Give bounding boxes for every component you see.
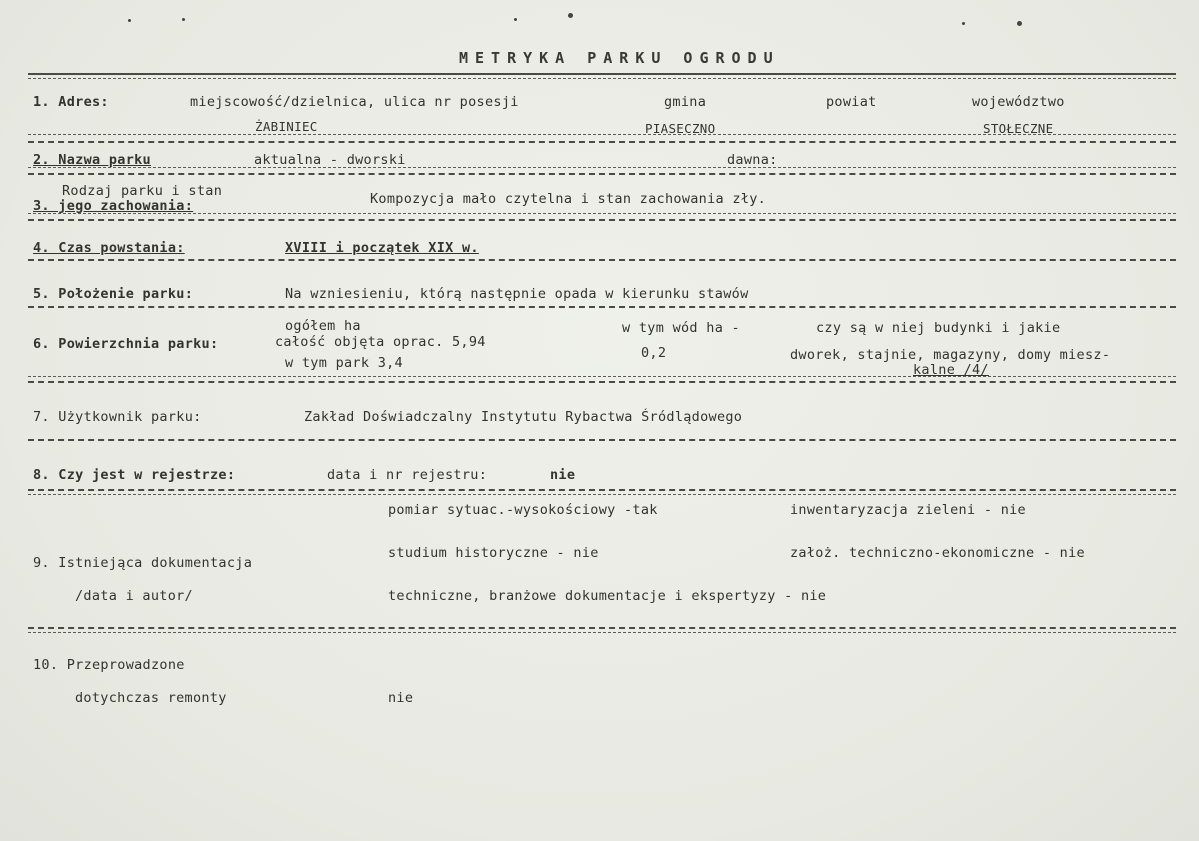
area-buildings-value: dworek, stajnie, magazyny, domy miesz-: [790, 347, 1111, 363]
divider: [28, 627, 1176, 629]
creation-time-label: 4. Czas powstania:: [33, 240, 185, 256]
divider: [28, 167, 1176, 168]
gmina-header: gmina: [664, 94, 707, 110]
powiat-header: powiat: [826, 94, 877, 110]
divider: [28, 259, 1176, 261]
divider: [28, 141, 1176, 143]
locality-value: ŻABINIEC: [255, 119, 318, 134]
park-type-label: 3. jego zachowania:: [33, 198, 194, 214]
divider: [28, 213, 1176, 214]
locality-header: miejscowość/dzielnica, ulica nr posesji: [190, 94, 519, 110]
divider: [28, 134, 1176, 135]
area-park-value: w tym park 3,4: [285, 355, 403, 371]
register-label: 8. Czy jest w rejestrze:: [33, 467, 236, 483]
creation-time-value: XVIII i początek XIX w.: [285, 240, 479, 256]
area-total-value: całość objęta oprac. 5,94: [275, 334, 486, 350]
renovations-label: dotychczas remonty: [75, 690, 227, 706]
divider: [28, 73, 1176, 75]
punch-dot: [514, 18, 517, 21]
park-name-former: dawna:: [727, 152, 778, 168]
register-sub-label: data i nr rejestru:: [327, 467, 488, 483]
register-value: nie: [550, 467, 576, 483]
park-type-label: Rodzaj parku i stan: [62, 183, 223, 199]
documentation-item: inwentaryzacja zieleni - nie: [790, 502, 1026, 518]
voivodeship-header: województwo: [972, 94, 1065, 110]
renovations-value: nie: [388, 690, 414, 706]
area-water-label: w tym wód ha -: [622, 320, 740, 336]
punch-dot: [568, 13, 573, 18]
park-type-value: Kompozycja mało czytelna i stan zachowania zły.: [370, 191, 767, 207]
gmina-value: PIASECZNO: [645, 121, 716, 136]
divider: [28, 494, 1176, 495]
divider: [28, 439, 1176, 441]
documentation-item: techniczne, branżowe dokumentacje i ekspertyzy - nie: [388, 588, 827, 604]
divider: [28, 376, 1176, 377]
location-label: 5. Położenie parku:: [33, 286, 194, 302]
divider: [28, 219, 1176, 221]
documentation-item: pomiar sytuac.-wysokościowy -tak: [388, 502, 658, 518]
renovations-label: 10. Przeprowadzone: [33, 657, 185, 673]
divider: [28, 632, 1176, 633]
page-title: METRYKA PARKU OGRODU: [459, 49, 780, 67]
divider: [28, 173, 1176, 175]
documentation-label: /data i autor/: [75, 588, 193, 604]
park-name-label: 2. Nazwa parku: [33, 152, 151, 168]
address-label: 1. Adres:: [33, 94, 109, 110]
park-name-current: aktualna - dworski: [254, 152, 406, 168]
documentation-item: założ. techniczno-ekonomiczne - nie: [790, 545, 1085, 561]
user-value: Zakład Doświadczalny Instytutu Rybactwa Śródlądowego: [304, 409, 743, 425]
punch-dot: [128, 19, 131, 22]
area-water-value: 0,2: [641, 345, 667, 361]
punch-dot: [962, 22, 965, 25]
location-value: Na wzniesieniu, którą następnie opada w kierunku stawów: [285, 286, 749, 302]
area-buildings-label: czy są w niej budynki i jakie: [816, 320, 1061, 336]
user-label: 7. Użytkownik parku:: [33, 409, 202, 425]
divider: [28, 489, 1176, 491]
area-buildings-value: kalne /4/: [913, 362, 989, 378]
divider: [28, 78, 1176, 79]
area-label: 6. Powierzchnia parku:: [33, 336, 219, 352]
documentation-item: studium historyczne - nie: [388, 545, 599, 561]
documentation-label: 9. Istniejąca dokumentacja: [33, 555, 253, 571]
divider: [28, 381, 1176, 383]
punch-dot: [1017, 21, 1022, 26]
punch-dot: [182, 18, 185, 21]
divider: [28, 306, 1176, 308]
voivodeship-value: STOŁECZNE: [983, 121, 1054, 136]
area-total-label: ogółem ha: [285, 318, 361, 334]
